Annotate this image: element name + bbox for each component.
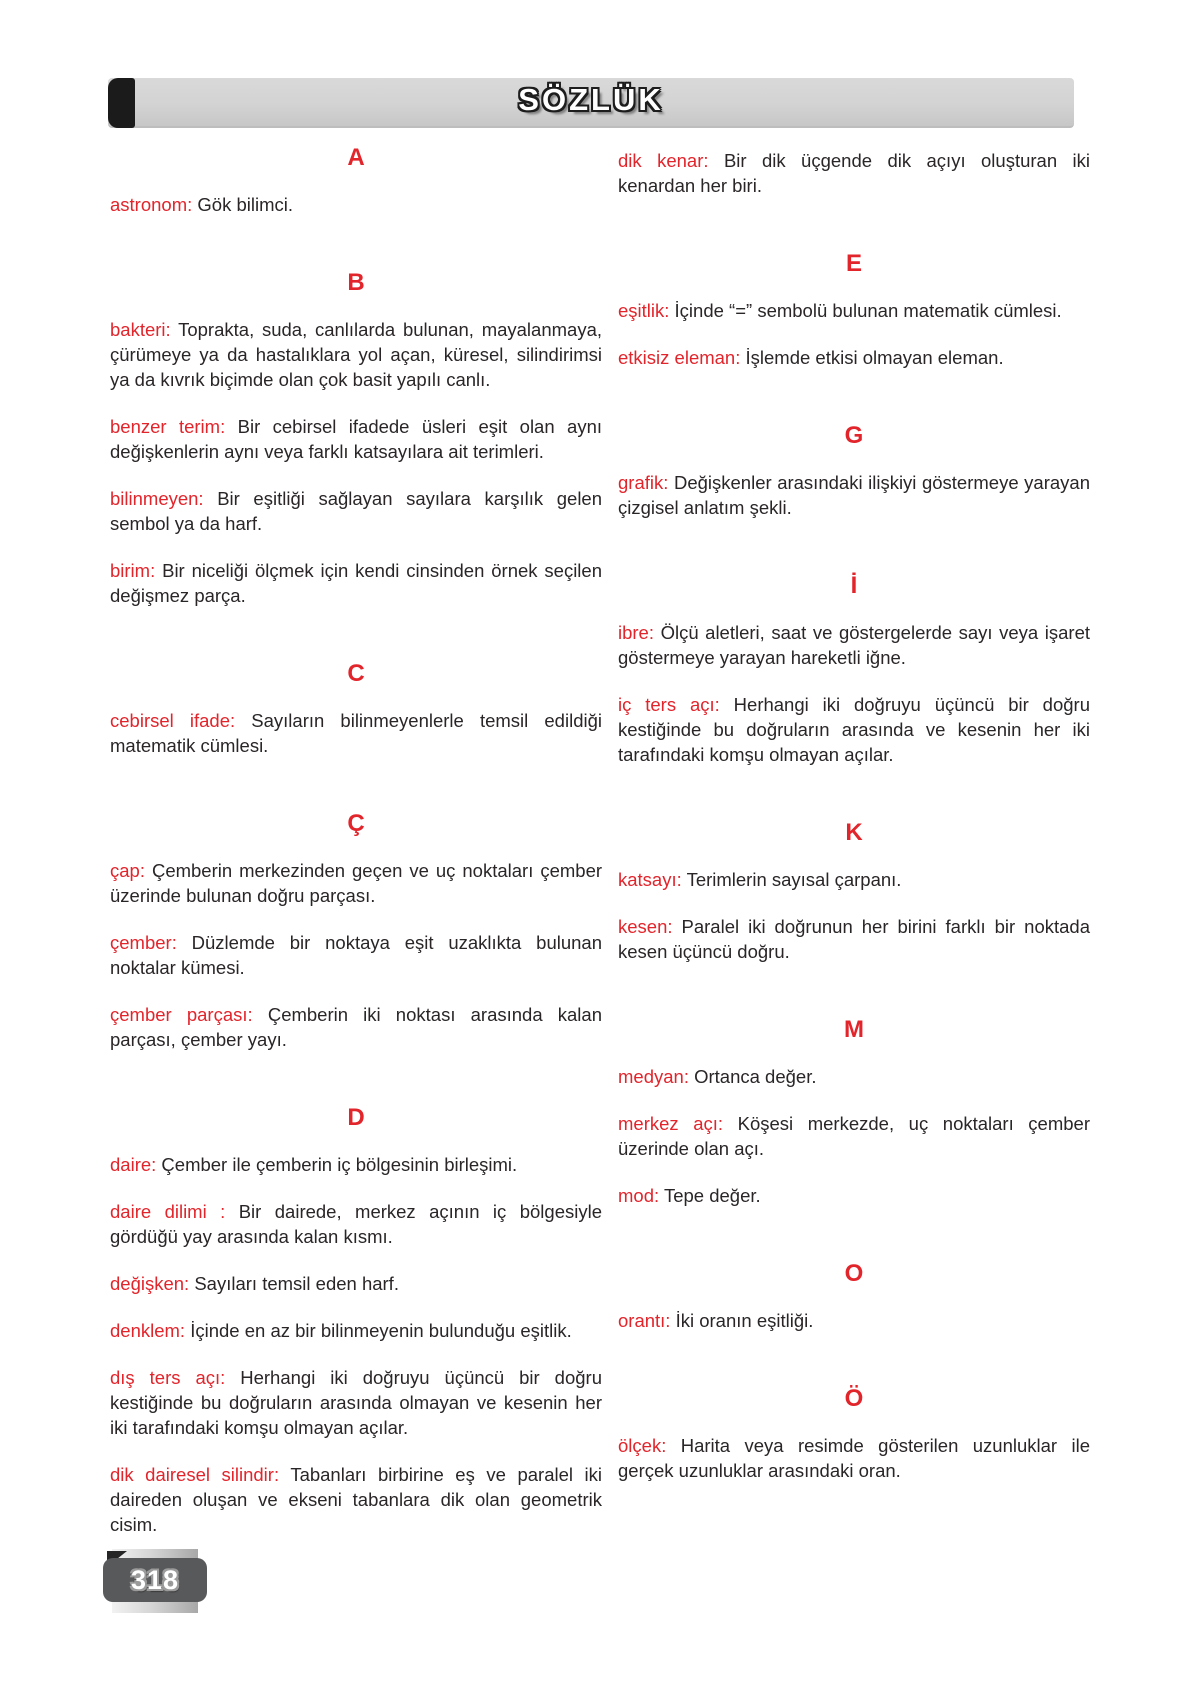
glossary-entry [110, 1271, 602, 1296]
glossary-column-left [110, 128, 602, 1537]
glossary-entry [618, 1433, 1090, 1483]
entry-term: denklem: [110, 1320, 186, 1341]
entry-definition: Paralel iki doğrunun her birini farklı bir noktada kesen üçüncü doğru. [618, 916, 1090, 962]
glossary-entry [110, 486, 602, 536]
entry-definition: Köşesi merkezde, uç noktaları çember üzerinde olan açı. [618, 1113, 1091, 1159]
page-number: 318 [103, 1558, 207, 1602]
entry-definition: Bir eşitliği sağlayan sayılara karşılık gelen sembol ya da harf. [110, 488, 603, 534]
section-letter: İ [850, 572, 858, 599]
entry-definition: Çemberin iki noktası arasında kalan parçası, çember yayı. [110, 1004, 602, 1050]
entry-term: merkez açı: [618, 1113, 724, 1134]
entry-term: mod: [618, 1185, 660, 1206]
entry-term: ibre: [618, 622, 654, 643]
glossary-entry [110, 192, 602, 217]
section-letter: M [844, 1016, 864, 1043]
entry-term: eşitlik: [618, 300, 670, 321]
page-title: SÖZLÜK [518, 82, 664, 117]
glossary-entry [618, 1111, 1090, 1161]
entry-term: çap: [110, 860, 145, 881]
glossary-entry [110, 930, 602, 980]
entry-definition: İçinde “=” sembolü bulunan matematik cümlesi. [674, 300, 1062, 321]
entry-definition: Bir cebirsel ifadede üsleri eşit olan aynı değişkenlerin aynı veya farklı katsayılara ait terimleri. [110, 416, 602, 462]
entry-term: grafik: [618, 472, 669, 493]
glossary-entry [618, 148, 1090, 198]
glossary-entry [110, 317, 602, 392]
entry-definition: Çember ile çemberin iç bölgesinin birleşimi. [161, 1154, 518, 1175]
glossary-entry [618, 345, 1090, 370]
glossary-entry [618, 914, 1090, 964]
section-letter: K [845, 819, 863, 846]
section-letter: Ö [844, 1385, 864, 1412]
glossary-entry [618, 867, 1090, 892]
entry-term: bakteri: [110, 319, 171, 340]
entry-definition: Düzlemde bir noktaya eşit uzaklıkta bulunan noktalar kümesi. [110, 932, 603, 978]
entry-term: cebirsel ifade: [110, 710, 236, 731]
glossary-entry [110, 558, 602, 608]
section-letter: E [845, 250, 862, 277]
entry-term: medyan: [618, 1066, 689, 1087]
entry-definition: Çemberin merkezinden geçen ve uç noktaları çember üzerinde bulunan doğru parçası. [110, 860, 603, 906]
entry-term: çember parçası: [110, 1004, 253, 1025]
entry-definition: Ölçü aletleri, saat ve göstergelerde sayı veya işaret göstermeye yarayan hareketli iğne. [618, 622, 1090, 668]
entry-term: birim: [110, 560, 156, 581]
entry-definition: İki oranın eşitliği. [675, 1310, 814, 1331]
entry-definition: Ortanca değer. [694, 1066, 817, 1087]
entry-definition: Gök bilimci. [197, 194, 294, 215]
entry-definition: Herhangi iki doğruyu üçüncü bir doğru kestiğinde bu doğruların arasında olmayan ve kesenin her iki tarafındaki komşu olmayan açılar. [110, 1367, 602, 1438]
glossary-entry [110, 1199, 602, 1249]
entry-definition: Bir dik üçgende dik açıyı oluşturan iki kenardan her biri. [618, 150, 1091, 196]
entry-term: katsayı: [618, 869, 682, 890]
entry-term: daire dilimi : [110, 1201, 226, 1222]
section-letter: Ç [347, 810, 365, 837]
entry-term: dik kenar: [618, 150, 709, 171]
entry-definition: Toprakta, suda, canlılarda bulunan, mayalanmaya, çürümeye ya da hastalıklara yol açan, küresel, silindirimsi ya da kıvrık biçimde olan çok basit yapılı canlı. [110, 319, 602, 390]
entry-definition: İçinde en az bir bilinmeyenin bulunduğu eşitlik. [190, 1320, 572, 1341]
glossary-entry [618, 470, 1090, 520]
glossary-entry [110, 414, 602, 464]
glossary-entry [110, 1365, 602, 1440]
entry-definition: Bir dairede, merkez açının iç bölgesiyle gördüğü yay arasında kalan kısmı. [110, 1201, 602, 1247]
glossary-entry [618, 1064, 1090, 1089]
glossary-entry [110, 858, 602, 908]
section-letter: B [347, 269, 365, 296]
entry-term: astronom: [110, 194, 193, 215]
entry-definition: Herhangi iki doğruyu üçüncü bir doğru kestiğinde bu doğruların arasında ve kesenin her iki tarafındaki komşu olmayan açılar. [618, 694, 1090, 765]
entry-definition: Sayıları temsil eden harf. [194, 1273, 399, 1294]
entry-term: dış ters açı: [110, 1367, 226, 1388]
section-letter: A [347, 144, 365, 171]
section-letter: D [347, 1104, 365, 1131]
glossary-entry [110, 1152, 602, 1177]
entry-term: kesen: [618, 916, 673, 937]
entry-term: daire: [110, 1154, 157, 1175]
entry-definition: Tabanları birbirine eş ve paralel iki daireden oluşan ve ekseni tabanlara dik olan geometrik cisim. [110, 1464, 602, 1535]
glossary-entry [618, 298, 1090, 323]
entry-definition: Bir niceliği ölçmek için kendi cinsinden örnek seçilen değişmez parça. [110, 560, 602, 606]
glossary-entry [110, 1462, 602, 1537]
glossary-entry [110, 708, 602, 758]
entry-term: ölçek: [618, 1435, 667, 1456]
entry-definition: Terimlerin sayısal çarpanı. [686, 869, 902, 890]
entry-term: dik dairesel silindir: [110, 1464, 280, 1485]
glossary-entry [618, 692, 1090, 767]
entry-definition: Değişkenler arasındaki ilişkiyi göstermeye yarayan çizgisel anlatım şekli. [618, 472, 1090, 518]
entry-term: etkisiz eleman: [618, 347, 741, 368]
glossary-entry [110, 1002, 602, 1052]
entry-term: benzer terim: [110, 416, 226, 437]
section-letter: O [844, 1260, 864, 1287]
glossary-column-right [618, 128, 1090, 1483]
entry-term: bilinmeyen: [110, 488, 204, 509]
glossary-entry [110, 1318, 602, 1343]
section-letter: G [844, 422, 864, 449]
entry-definition: İşlemde etkisi olmayan eleman. [745, 347, 1004, 368]
header-bar [108, 78, 1074, 128]
entry-definition: Harita veya resimde gösterilen uzunluklar ile gerçek uzunluklar arasındaki oran. [618, 1435, 1090, 1481]
entry-definition: Tepe değer. [663, 1185, 761, 1206]
glossary-entry [618, 1308, 1090, 1333]
entry-term: orantı: [618, 1310, 671, 1331]
glossary-entry [618, 620, 1090, 670]
section-letter: C [347, 660, 365, 687]
entry-term: çember: [110, 932, 177, 953]
entry-term: değişken: [110, 1273, 190, 1294]
entry-definition: Sayıların bilinmeyenlerle temsil edildiği matematik cümlesi. [110, 710, 602, 756]
entry-term: iç ters açı: [618, 694, 720, 715]
glossary-entry [618, 1183, 1090, 1208]
